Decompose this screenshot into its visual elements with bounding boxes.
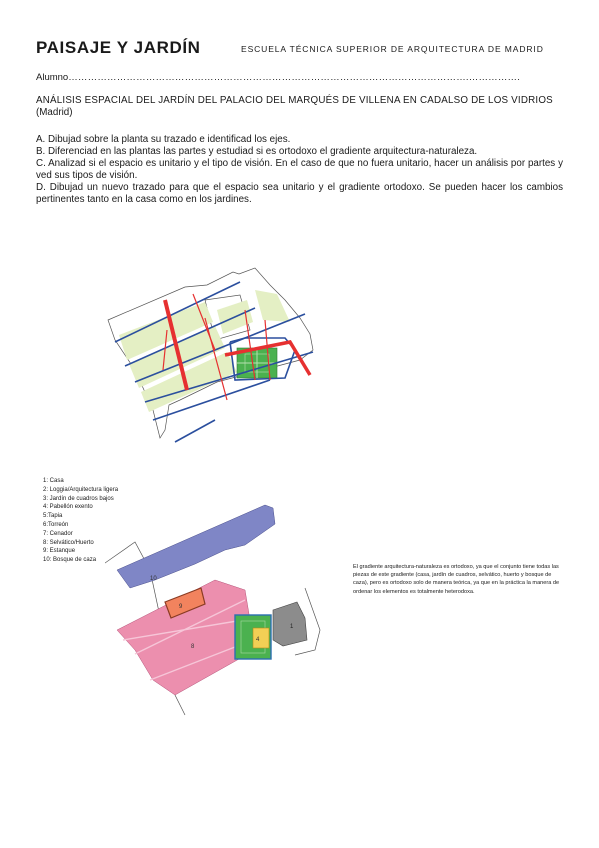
analysis-title: ANÁLISIS ESPACIAL DEL JARDÍN DEL PALACIO DEL MARQUÉS DE VILLENA EN CADALSO DE LOS VIDRIOS (36, 95, 553, 106)
legend-item: 8: Selvático/Huerto (43, 539, 94, 546)
selvatico-label: 8 (191, 644, 195, 650)
legend-item: 2: Loggia/Arquitectura ligera (43, 486, 119, 493)
task-c: C. Analizad si el espacio es unitario y el tipo de visión. En el caso de que no fuera unitario, hacer un análisis por partes y ved sus tipos de visión. (36, 158, 563, 181)
student-label: Alumno (36, 72, 69, 83)
garden-plan-axes (105, 260, 335, 460)
task-a: A. Dibujad sobre la planta su trazado e identificad los ejes. (36, 134, 291, 145)
legend-item: 7: Cenador (43, 530, 73, 537)
pabellon-label: 4 (256, 637, 260, 643)
page-title: PAISAJE Y JARDÍN (36, 38, 201, 57)
bosque-label: 10 (150, 576, 157, 582)
casa-label: 1 (290, 624, 294, 630)
legend-item: 9: Estanque (43, 548, 76, 555)
legend-item: 6:Torreón (43, 521, 69, 528)
school-name: ESCUELA TÉCNICA SUPERIOR DE ARQUITECTURA DE MADRID (241, 44, 544, 54)
legend-item: 5:Tapia (43, 513, 63, 520)
bosque-de-caza-zone (117, 505, 275, 588)
student-name-line (36, 72, 520, 83)
task-b: B. Diferenciad en las plantas las partes y estudiad si es ortodoxo el gradiente arquitectura-naturaleza. (36, 146, 478, 157)
legend-item: 1: Casa (43, 478, 64, 484)
task-list (36, 134, 563, 206)
estanque-label: 9 (179, 604, 183, 610)
analysis-heading (36, 95, 566, 119)
legend-item: 10: Bosque de caza (43, 557, 97, 564)
gradient-note: El gradiente arquitectura-naturaleza es ortodoxo, ya que el conjunto tiene todas las piezas de este gradiente (casa, jardín de cuadros, selvático, huerto y bosque de caza), pero es ortodoxo solo de manera teórica, ya que en la práctica la manera de ordenar los elementos es totalmente heterodoxa. (353, 564, 560, 595)
student-name-dots: …………………………………………………………………………………………………………….……………. (68, 72, 521, 83)
legend-item: 3: Jardín de cuadros bajos (43, 495, 114, 502)
task-d: D. Dibujad un nuevo trazado para que el espacio sea unitario y el gradiente ortodoxo. Se pueden hacer los cambios pertinentes tanto en la casa como en los jardines. (36, 182, 563, 205)
garden-plan-parts (105, 500, 330, 720)
legend-item: 4: Pabellón exento (43, 504, 93, 511)
analysis-place: (Madrid) (36, 107, 73, 118)
